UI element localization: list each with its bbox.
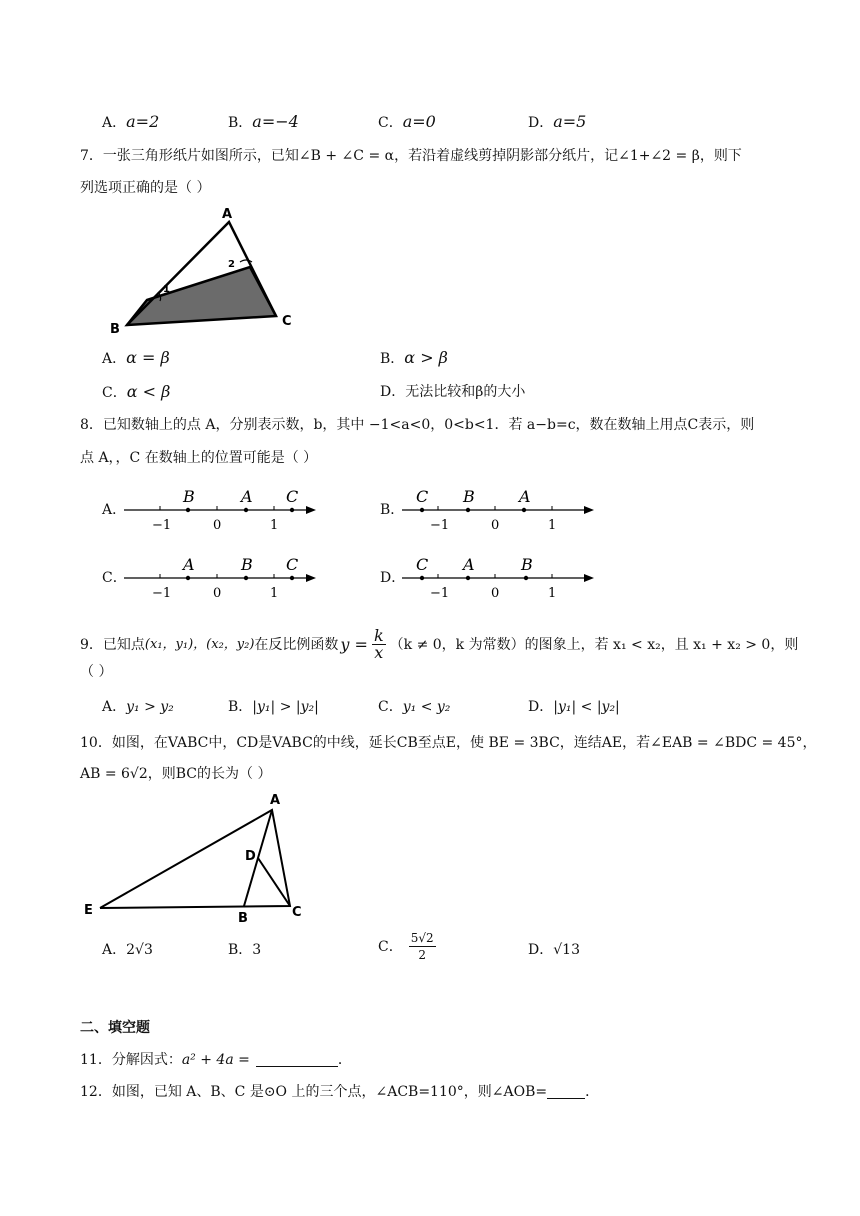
point-label: B [521, 555, 533, 574]
q9-fraction: $\frac{k}{x}$ [373, 626, 384, 662]
tick-label-1: 1 [270, 586, 279, 600]
tick-label-0: 0 [213, 586, 222, 600]
q7-label-angle1: 1 [163, 284, 170, 295]
tick-label-0: 0 [491, 586, 500, 600]
point-label: C [286, 555, 299, 574]
point-dot [186, 576, 190, 580]
q8-option-a[interactable]: A． [102, 502, 127, 518]
q7-stem-line1: 7．一张三角形纸片如图所示，已知∠B + ∠C = α，若沿着虚线剪掉阴影部分纸片，记∠1+∠2 = β，则下 [80, 148, 742, 164]
point-label: A [463, 555, 475, 574]
point-label: A [519, 487, 531, 506]
point-dot [244, 508, 248, 512]
point-dot [290, 508, 294, 512]
q10-option-c-fraction: 5√2 2 [410, 931, 434, 962]
q7-label-angle2: 2 [228, 259, 235, 270]
q9-option-c[interactable]: C．y₁ < y₂ [378, 699, 451, 715]
q10-label-c: C [292, 905, 302, 920]
q9-option-d[interactable]: D．|y₁| < |y₂| [528, 699, 620, 715]
q10-label-e: E [84, 903, 93, 918]
q7-option-c[interactable]: C．α < β [102, 382, 171, 401]
point-label: C [416, 555, 429, 574]
q9-option-b[interactable]: B．|y₁| > |y₂| [228, 699, 319, 715]
q7-option-b[interactable]: B．α > β [380, 348, 448, 367]
q10-option-b[interactable]: B．3 [228, 942, 262, 958]
tick-label-1: 1 [548, 586, 557, 600]
section-title: 二、填空题 [80, 1020, 150, 1036]
point-label: A [241, 487, 253, 506]
q7-label-a: A [222, 207, 233, 222]
q7-stem-line2: 列选项正确的是（ ） [80, 180, 211, 196]
point-label: B [183, 487, 195, 506]
q6-option-b[interactable]: B．a=−4 [228, 112, 299, 131]
point-dot [420, 508, 424, 512]
q12-answer-blank[interactable] [547, 1084, 585, 1099]
q10-label-a: A [270, 793, 281, 808]
q8-numberline-c [120, 550, 320, 600]
tick-label-1: 1 [270, 518, 279, 532]
point-label: A [183, 555, 195, 574]
q7-label-b: B [110, 322, 120, 337]
axis-arrow-icon [306, 506, 316, 514]
axis-arrow-icon [584, 506, 594, 514]
point-dot [186, 508, 190, 512]
q8-option-c[interactable]: C． [102, 570, 127, 586]
q8-option-b[interactable]: B． [380, 502, 405, 518]
tick-label-neg1: −1 [430, 518, 450, 532]
q7-label-c: C [282, 314, 292, 329]
q10-stem-line2: AB = 6√2，则BC的长为（ ） [80, 766, 272, 782]
q8-numberline-d [398, 550, 598, 600]
q9-stem-line2: （ ） [80, 664, 113, 680]
point-dot [522, 508, 526, 512]
tick-label-0: 0 [213, 518, 222, 532]
q7-option-a[interactable]: A．α = β [102, 348, 170, 367]
q8-stem-line2: 点 A，，C 在数轴上的位置可能是（ ） [80, 450, 318, 466]
q9-stem-line1: 9．已知点 (x₁，y₁)，(x₂，y₂) 在反比例函数 y = $\frac{k}{x}$ （k ≠ 0，k 为常数）的图象上，若 x₁ < x₂，且 x₁ + x₂ > 0，则 [80, 626, 799, 662]
point-label: C [416, 487, 429, 506]
q6-option-a[interactable]: A．a=2 [102, 112, 160, 131]
q10-stem-line1: 10．如图，在VABC中，CD是VABC的中线，延长CB至点E，使 BE = 3BC，连结AE，若∠EAB = ∠BDC = 45°， [80, 735, 817, 751]
q11-answer-blank[interactable] [256, 1052, 338, 1067]
q7-triangle-figure [100, 200, 320, 340]
q8-stem-line1: 8．已知数轴上的点 A，分别表示数，b，其中 −1<a<0，0<b<1．若 a−b=c，数在数轴上用点C表示，则 [80, 417, 755, 433]
q7-shaded-region [127, 267, 276, 325]
point-dot [466, 508, 470, 512]
tick-label-neg1: −1 [152, 586, 172, 600]
q7-option-d[interactable]: D．无法比较和β的大小 [380, 384, 526, 400]
point-label: B [241, 555, 253, 574]
q10-label-d: D [245, 849, 256, 864]
point-label: B [463, 487, 475, 506]
q6-option-c[interactable]: C．a=0 [378, 112, 436, 131]
axis-arrow-icon [306, 574, 316, 582]
q9-option-a[interactable]: A．y₁ > y₂ [102, 699, 174, 715]
q8-option-d[interactable]: D． [380, 570, 406, 586]
point-dot [420, 576, 424, 580]
q11-stem: 11．分解因式：a² + 4a = ． [80, 1052, 352, 1068]
tick-label-neg1: −1 [152, 518, 172, 532]
q12-stem: 12．如图，已知 A、B、C 是⊙O 上的三个点，∠ACB=110°，则∠AOB= ． [80, 1084, 600, 1100]
q6-option-d[interactable]: D．a=5 [528, 112, 587, 131]
q8-numberline-a [120, 482, 320, 532]
q8-numberline-b [398, 482, 598, 532]
tick-label-0: 0 [491, 518, 500, 532]
axis-arrow-icon [584, 574, 594, 582]
tick-label-1: 1 [548, 518, 557, 532]
point-dot [524, 576, 528, 580]
q10-option-d[interactable]: D．√13 [528, 942, 580, 958]
q10-option-c[interactable]: C． 5√2 2 [378, 931, 434, 962]
point-dot [466, 576, 470, 580]
point-label: C [286, 487, 299, 506]
q10-triangle-figure [80, 790, 320, 930]
point-dot [244, 576, 248, 580]
q10-option-a[interactable]: A．2√3 [102, 942, 153, 958]
q10-label-b: B [238, 911, 248, 926]
tick-label-neg1: −1 [430, 586, 450, 600]
point-dot [290, 576, 294, 580]
q10-triangle-outline [100, 810, 290, 908]
